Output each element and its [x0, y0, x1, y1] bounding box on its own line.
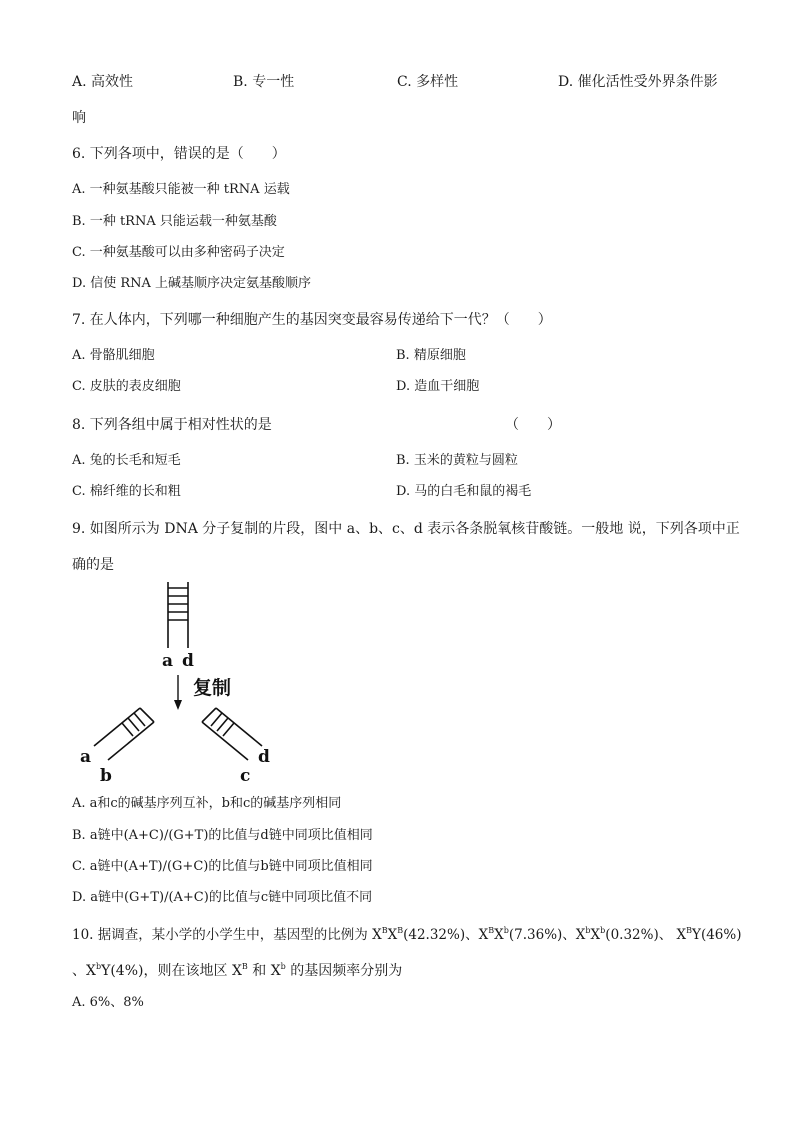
q5-option-a: A. 高效性: [72, 74, 134, 90]
q10-option-a: A. 6%、8%: [72, 995, 144, 1010]
q6-stem: 6. 下列各项中，错误的是（ ）: [72, 146, 286, 162]
strand-b-label: b: [100, 766, 112, 785]
q7-option-d: D. 造血干细胞: [396, 379, 480, 394]
q5-option-b: B. 专一性: [233, 74, 295, 90]
strand-d-top-label: d: [182, 651, 194, 671]
q5-option-d-continued: 响: [72, 110, 86, 126]
q10-stem-continued: 、$X^bY(4\%)$，则在该地区 $X^B$ 和 $X^b$ 的基因频率分别为: [72, 962, 403, 979]
q8-option-a: A. 兔的长毛和短毛: [72, 453, 181, 468]
q6-option-d: D. 信使 RNA 上碱基顺序决定氨基酸顺序: [72, 276, 312, 291]
daughter-strand-right: [202, 708, 262, 760]
down-arrow-icon: [174, 675, 182, 710]
q9-option-d: D. a链中(G+T)/(A+C)的比值与c链中同项比值不同: [72, 890, 373, 905]
q6-option-c: C. 一种氨基酸可以由多种密码子决定: [72, 245, 285, 260]
q10-stem: 10. 据调查，某小学的小学生中，基因型的比例为 $X^BX^B(42.32\%)$、$X^BX^b(7.36\%)$、$X^bX^b(0.32\%)$、 $X^BY(46\%)$: [72, 926, 742, 943]
q6-option-b: B. 一种 tRNA 只能运载一种氨基酸: [72, 214, 277, 229]
q5-option-c: C. 多样性: [397, 74, 459, 90]
strand-d-label: d: [258, 747, 270, 767]
q7-option-c: C. 皮肤的表皮细胞: [72, 379, 181, 394]
q8-option-c: C. 棉纤维的长和粗: [72, 484, 181, 499]
q8-option-d: D. 马的白毛和鼠的褐毛: [396, 484, 532, 499]
q9-stem: 9. 如图所示为 DNA 分子复制的片段，图中 a、b、c、d 表示各条脱氧核苷酸链。一般地 说，下列各项中正: [72, 521, 740, 537]
q8-stem: 8. 下列各组中属于相对性状的是: [72, 417, 272, 433]
q9-option-c: C. a链中(A+T)/(G+C)的比值与b链中同项比值相同: [72, 859, 373, 874]
q9-option-b: B. a链中(A+C)/(G+T)的比值与d链中同项比值相同: [72, 828, 373, 843]
parent-double-strand: [168, 582, 188, 648]
q5-option-d: D. 催化活性受外界条件影: [558, 74, 718, 90]
q9-stem-continued: 确的是: [72, 557, 114, 573]
q9-option-a: A. a和c的碱基序列互补，b和c的碱基序列相同: [72, 796, 342, 811]
q7-option-b: B. 精原细胞: [396, 348, 466, 363]
daughter-strand-left: [94, 708, 154, 760]
q8-answer-paren: （ ）: [505, 417, 561, 433]
strand-c-label: c: [240, 766, 251, 785]
q6-option-a: A. 一种氨基酸只能被一种 tRNA 运载: [72, 182, 290, 197]
replication-label: 复制: [193, 677, 232, 699]
q8-option-b: B. 玉米的黄粒与圆粒: [396, 453, 518, 468]
q7-option-a: A. 骨骼肌细胞: [72, 348, 155, 363]
dna-replication-diagram: [70, 580, 290, 785]
q7-stem: 7. 在人体内，下列哪一种细胞产生的基因突变最容易传递给下一代？（ ）: [72, 312, 552, 328]
strand-a-label: a: [80, 747, 92, 767]
strand-a-top-label: a: [162, 651, 174, 671]
